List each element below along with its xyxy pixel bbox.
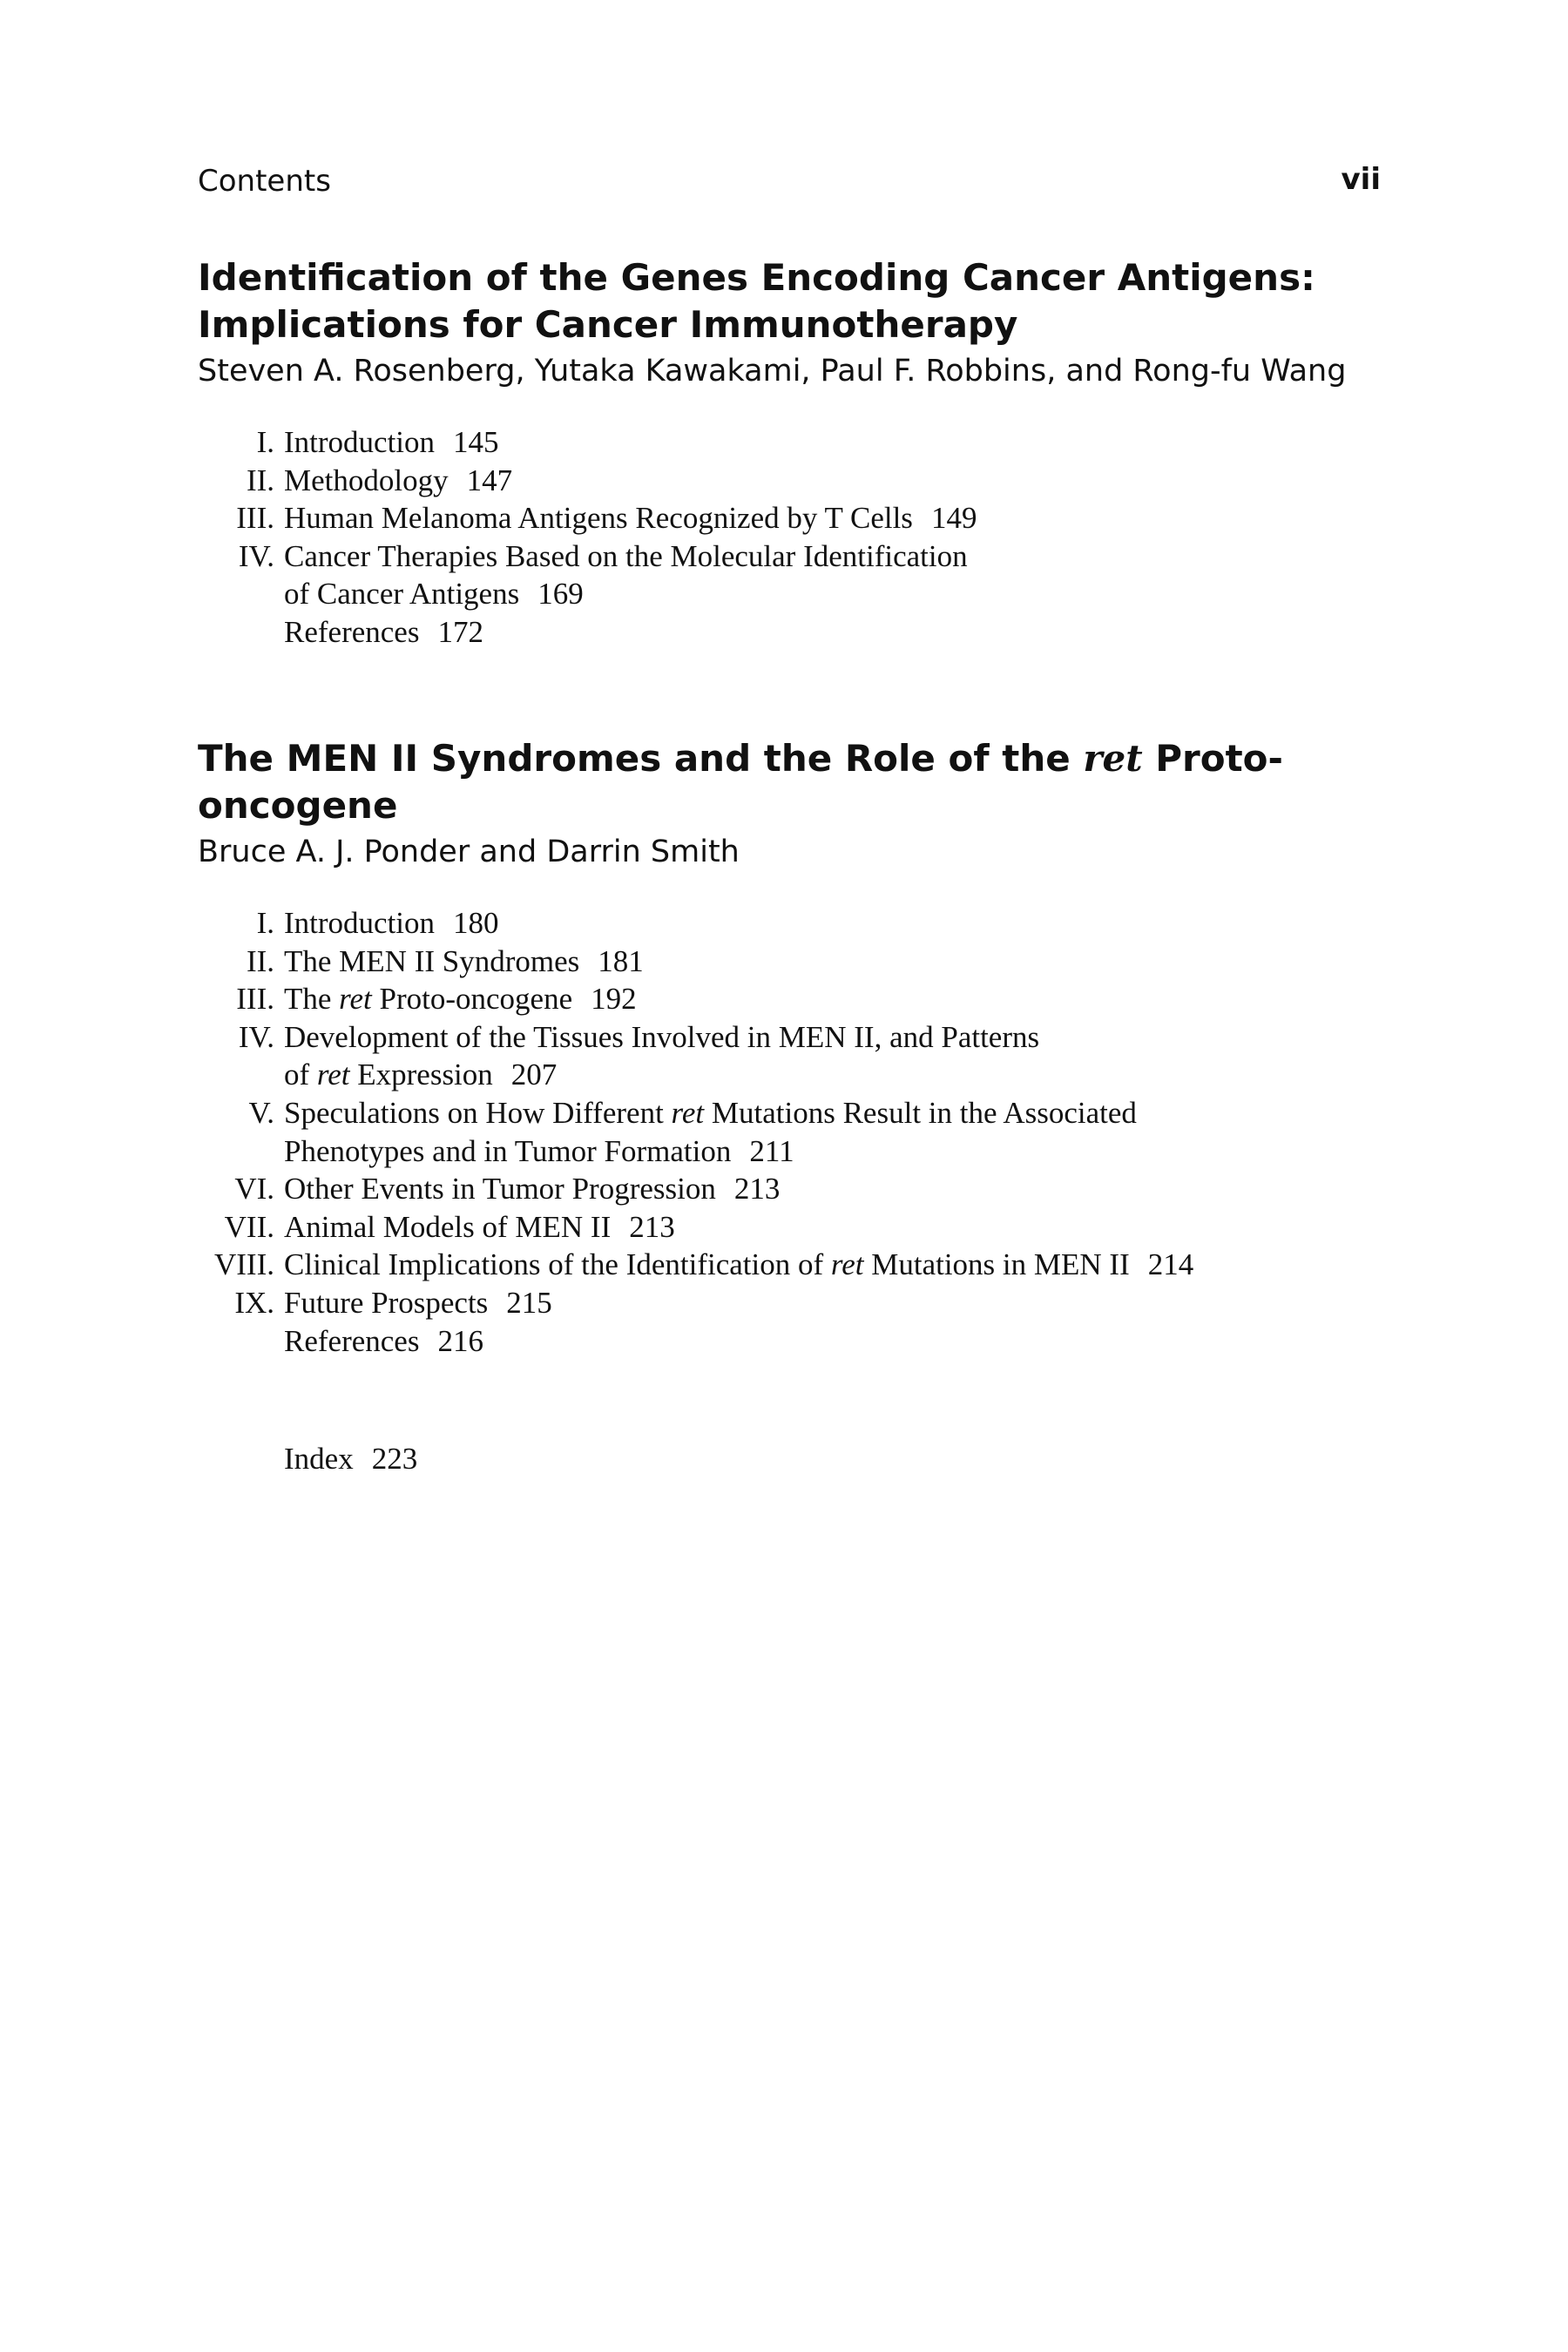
- toc-entry-title-post: Proto-oncogene: [379, 982, 573, 1017]
- index-entry: [284, 1440, 417, 1478]
- toc-entry-number: III.: [236, 501, 274, 536]
- chapter-1: [198, 254, 1417, 652]
- toc-entry-number: IV.: [238, 1019, 274, 1054]
- toc-entry-title: Human Melanoma Antigens Recognized by T Cells: [284, 501, 913, 536]
- toc-entry-title-pre: Speculations on How Different: [284, 1095, 664, 1130]
- toc-entry: [198, 904, 1417, 943]
- toc-entry-number: VII.: [224, 1209, 274, 1244]
- toc-entry-page: 214: [1147, 1247, 1194, 1282]
- toc-entry-title: Future Prospects: [284, 1285, 489, 1320]
- toc-entry: [198, 499, 1417, 537]
- toc-entry: [198, 980, 1417, 1018]
- toc-entry-page: 192: [591, 982, 637, 1017]
- chapter-1-title-line-1: Identification of the Genes Encoding Cancer Antigens:: [198, 256, 1315, 299]
- toc-entry-title: Animal Models of MEN II: [284, 1209, 612, 1244]
- toc-entry-number: VIII.: [214, 1247, 274, 1282]
- toc-entry: [198, 1094, 1417, 1132]
- toc-entry-title: Cancer Therapies Based on the Molecular Identification: [284, 538, 968, 573]
- toc-entry-number: IX.: [234, 1285, 274, 1320]
- toc-entry-title: Development of the Tissues Involved in MEN II, and Patterns: [284, 1019, 1040, 1054]
- toc-entry-title-italic: ret: [830, 1247, 864, 1282]
- toc-entry-number: I.: [256, 906, 274, 940]
- index-label: Index: [284, 1442, 354, 1476]
- toc-entry-title: Methodology: [284, 463, 449, 497]
- toc-entry: [198, 1018, 1417, 1057]
- toc-entry-number: III.: [236, 982, 274, 1017]
- running-header-section: Contents: [198, 164, 331, 199]
- chapter-2-title: [198, 735, 1417, 829]
- toc-entry: [198, 1246, 1417, 1284]
- toc-entry: [198, 537, 1417, 576]
- index-page: 223: [371, 1442, 418, 1476]
- toc-entry-continuation: [198, 1132, 1417, 1171]
- toc-entry: [198, 423, 1417, 462]
- toc-references-label: References: [284, 614, 420, 649]
- toc-references: [198, 613, 1417, 652]
- chapter-1-title-line-2: Implications for Cancer Immunotherapy: [198, 303, 1018, 346]
- toc-entry-title-post: Mutations in MEN II: [871, 1247, 1130, 1282]
- toc-entry-title-post: Expression: [357, 1058, 493, 1092]
- chapter-1-authors: Steven A. Rosenberg, Yutaka Kawakami, Paul F. Robbins, and Rong-fu Wang: [198, 354, 1347, 389]
- toc-entry: [198, 462, 1417, 500]
- toc-entry-page: 215: [506, 1285, 552, 1320]
- toc-entry-number: II.: [246, 943, 274, 978]
- toc-entry-title-italic: ret: [671, 1095, 705, 1130]
- toc-entry-title-continued: of Cancer Antigens: [284, 577, 520, 612]
- chapter-2-authors: Bruce A. J. Ponder and Darrin Smith: [198, 835, 740, 869]
- toc-entry-title-pre: The: [284, 982, 332, 1017]
- toc-references: [198, 1322, 1417, 1361]
- toc-entry-page: 213: [733, 1172, 781, 1206]
- chapter-2: [198, 735, 1417, 1360]
- toc-entry-number: V.: [248, 1095, 274, 1130]
- toc-entry-number: II.: [246, 463, 274, 497]
- chapter-1-title: [198, 254, 1417, 348]
- toc-entry-title-italic: ret: [339, 982, 372, 1017]
- toc-entry-number: IV.: [238, 538, 274, 573]
- page-number: vii: [1341, 162, 1381, 197]
- toc-references-label: References: [284, 1323, 420, 1358]
- toc-entry-continuation: [198, 575, 1417, 613]
- toc-references-page: 172: [437, 614, 483, 649]
- toc-entry-title-pre: Clinical Implications of the Identification of: [284, 1247, 824, 1282]
- toc-entry-title: Introduction: [284, 906, 436, 940]
- toc-entry: [198, 1284, 1417, 1322]
- toc-entry-title-pre: of: [284, 1058, 310, 1092]
- toc-entry-title: Introduction: [284, 425, 436, 459]
- toc-entry-title-italic: ret: [316, 1058, 350, 1092]
- toc-entry-title-post: Mutations Result in the Associated: [711, 1095, 1137, 1130]
- toc-entry-page: 147: [466, 463, 513, 497]
- toc-entry-number: VI.: [234, 1172, 274, 1206]
- toc-entry: [198, 1208, 1417, 1247]
- chapter-1-toc: [198, 423, 1417, 652]
- chapter-2-title-part-1: The MEN II Syndromes and the Role of the: [198, 737, 1071, 780]
- toc-entry-page: 145: [453, 425, 499, 459]
- toc-entry-page: 181: [598, 943, 644, 978]
- toc-entry-number: I.: [256, 425, 274, 459]
- chapter-2-title-italic: ret: [1083, 737, 1143, 780]
- toc-entry-title-continued: Phenotypes and in Tumor Formation: [284, 1133, 732, 1168]
- chapter-2-toc: [198, 904, 1417, 1360]
- toc-entry-page: 211: [749, 1133, 794, 1168]
- toc-entry-page: 207: [510, 1058, 558, 1092]
- toc-entry-page: 169: [537, 577, 584, 612]
- toc-entry-page: 213: [629, 1209, 675, 1244]
- toc-entry-title: Other Events in Tumor Progression: [284, 1172, 716, 1206]
- toc-entry: [198, 1170, 1417, 1208]
- toc-entry-page: 180: [453, 906, 499, 940]
- toc-entry-title: The MEN II Syndromes: [284, 943, 580, 978]
- toc-entry-page: 149: [930, 501, 977, 536]
- toc-references-page: 216: [437, 1323, 483, 1358]
- toc-entry: [198, 943, 1417, 981]
- chapter-2-title-part-2: Proto-oncogene: [198, 737, 1283, 827]
- toc-entry-continuation: [198, 1056, 1417, 1094]
